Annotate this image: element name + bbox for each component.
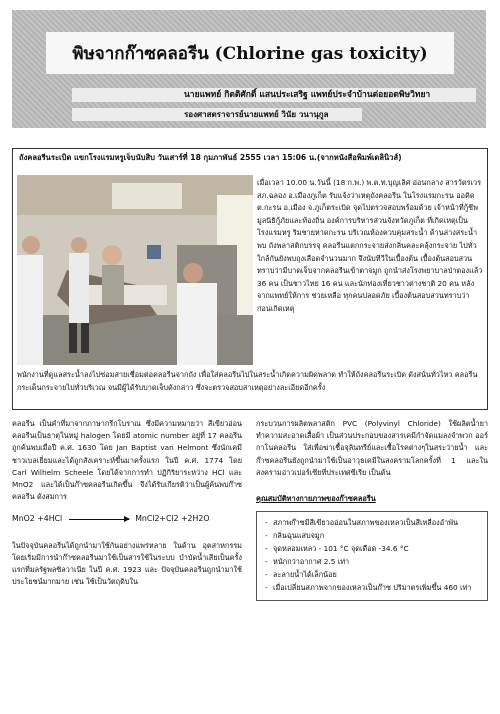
equation-reactants: MnO2 +4HCl (12, 514, 63, 524)
reaction-arrow-icon (69, 519, 129, 520)
property-item: - จุดหลอมเหลว - 101 °C จุดเดือด -34.6 °C (273, 542, 481, 555)
properties-list (263, 516, 481, 594)
property-item: - เมื่อเปลี่ยนสภาพจากของเหลวเป็นก๊าซ ปริมาตรเพิ่มขึ้น 460 เท่า (273, 581, 481, 594)
author-line: นายแพทย์ กิตติศักดิ์ แสนประเสริฐ แพทย์ประจำบ้านต่อยอดพิษวิทยา (72, 88, 476, 102)
property-item: - กลิ่นฉุนแสบจมูก (273, 529, 481, 542)
right-column (256, 418, 488, 601)
chemical-equation (12, 513, 242, 525)
intro-paragraph: คลอรีน เป็นคำที่มาจากภาษากรีกโบราณ ซึ่งมีความหมายว่า สีเขียวอ่อน คลอรีนเป็นธาตุในหมู่ halogen โดยมี atomic number อยู่ที่ 17 คลอรีนถูกค้นพบเมื่อปี ค.ศ. 1630 โดย Jan Baptist van Helmont ซึ่งนักเคมีชาวเบลเยี่ยมและได้ถูกสังเคราะห์ขึ้นมาครั้งแรก ในปี ค.ศ. 1774 โดย Carl Wilhelm Scheele โดยได้จากการทำ ปฏิกิริยาระหว่าง HCl และ MnO2 และได้เป็นก๊าซคลอรีนเกิดขึ้น จึงได้รับเกียรติว่าเป็นผู้ค้นพบก๊าซคลอรีน ดังสมการ (12, 419, 242, 502)
title-box (46, 32, 454, 74)
left-column (12, 418, 242, 593)
article-title: พิษจากก๊าซคลอรีน (Chlorine gas toxicity) (72, 44, 428, 64)
property-item: - หนักกว่าอากาศ 2.5 เท่า (273, 555, 481, 568)
usage-paragraph: ในปัจจุบันคลอรีนได้ถูกนำมาใช้กันอย่างแพร่หลาย ในด้าน อุตสาหกรรม โดยเริ่มมีการนำก๊าซคลอรีนมาใช้เป็นสารใช้ในระบบ บำบัดน้ำเสียเป็นครั้งแรกที่มลรัฐพลซิลวาเนีย ในปี ค.ศ. 1923 และ ปัจจุบันคลอรีนถูกนำมาใช้ประโยชน์มากมาย เช่น ใช้เป็นวัตถุดิบใน (12, 540, 242, 587)
usage-continued-paragraph: กระบวนการผลิตพลาสติก PVC (Polyvinyl Chloride) ใช้ผลิตน้ำยา ทำความสะอาดเสื้อผ้า เป็นส่วนประกอบของสารเคมีกำจัดแมลงจำพวก ออร์กาโนคลอรีน ใส่เพื่อฆ่าเชื้อจุลินทรีย์และเชื้อโรคต่างๆในสระว่ายน้ำ และก๊าซคลอรีนยังถูกนำมาใช้เป็นอาวุธเคมีในสงครามโลกครั้งที่ 1 และในสงครามอ่าวเปอร์เซียที่ประเทศซีเรีย เป็นต้น (256, 419, 488, 477)
news-box (12, 148, 488, 410)
coauthor-line: รองศาสตราจารย์นายแพทย์ วินัย วนานุกูล (72, 108, 362, 121)
properties-box (256, 511, 488, 601)
news-headline: ถังคลอรีนระเบิด แขกโรงแรมหรูเจ็บนับสิบ วันเสาร์ที่ 18 กุมภาพันธ์ 2555 เวลา 15:06 น.(จากหนังสือพิมพ์เดลินิวส์) (19, 153, 402, 162)
news-photo-illustration (17, 175, 253, 365)
news-footer-text: พนักงานที่ดูแลสระน้ำลงไปซ่อมสายเชื่อมต่อคลอรีนจากถัง เพื่อใส่คลอรีนไปในสระน้ำเกิดความผิดพลาด ทำให้ถังคลอรีนระเบิด ดังสนั่นทั่วไหว คลอรีนกระเด็นกระจายไปทั่วบริเวณ จนมีผู้ได้รับบาดเจ็บดังกล่าว ซึ่งจะตรวจสอบสาเหตุอย่างละเอียดอีกครั้ง (17, 370, 478, 392)
equation-products: MnCl2+Cl2 +2H2O (135, 514, 210, 524)
news-body-text: เมื่อเวลา 10.00 น.วันนี้ (18 ก.พ.) พ.ต.ท.บุญเลิศ อ่อนกลาง สารวัตรเวร สภ.ฉลอง อ.เมืองภูเก็ต รับแจ้งว่าเหตุถังคลอรีน ในโรงแรมกะรน ออคิด ต.กะรน อ.เมือง จ.ภูเก็ตระเบิด จุดไปตรวจสอบพร้อมด้วย เจ้าหน้าที่กู้ชีพมูลนิธิกู้ภัยและท้องถิ่น องค์การบริหารส่วนจังหวัดภูเก็ต ที่เกิดเหตุเป็นโรงแรมหรู ริมชายหาดกะรน บริเวณห้องควบคุมสระน้ำ ด้านล่างสระน้ำพบ ถังพลาสติกบรรจุ คลอรีนแตกกระจายส่งกลิ่นคละคลุ้งกระจาย ไปทั่ว ใกล้กันยังพบถุงเลือดจำนวนมาก จึงนับทีวีในเบื้องต้น เบื้องต้นสอบสวนทราบว่ามีบาดเจ็บจากคลอรีนเข้าตาจมูก ถูกนำส่งโรงพยาบาลป่าตองแล้ว 36 คน เป็นชาวไทย 16 คน และนักท่องเที่ยวชาวต่างชาติ 20 คน หลังจากแพทย์ให้การ ช่วยเหลือ ทุกคนปลอดภัย เบื้องต้นสอบสวนทราบว่าก่อนเกิดเหตุ (257, 178, 483, 313)
property-item: - ละลายน้ำได้เล็กน้อย (273, 568, 481, 581)
news-photo (17, 175, 253, 365)
news-body (257, 177, 483, 316)
header-banner (12, 10, 486, 128)
property-item: - สภาพก๊าซมีสีเขียวออ่อนในสภาพของเหลวเป็นสีเหลืองอำพัน (273, 516, 481, 529)
properties-heading: คุณสมบัติทางกายภาพของก๊าซคลอรีน (256, 494, 376, 504)
